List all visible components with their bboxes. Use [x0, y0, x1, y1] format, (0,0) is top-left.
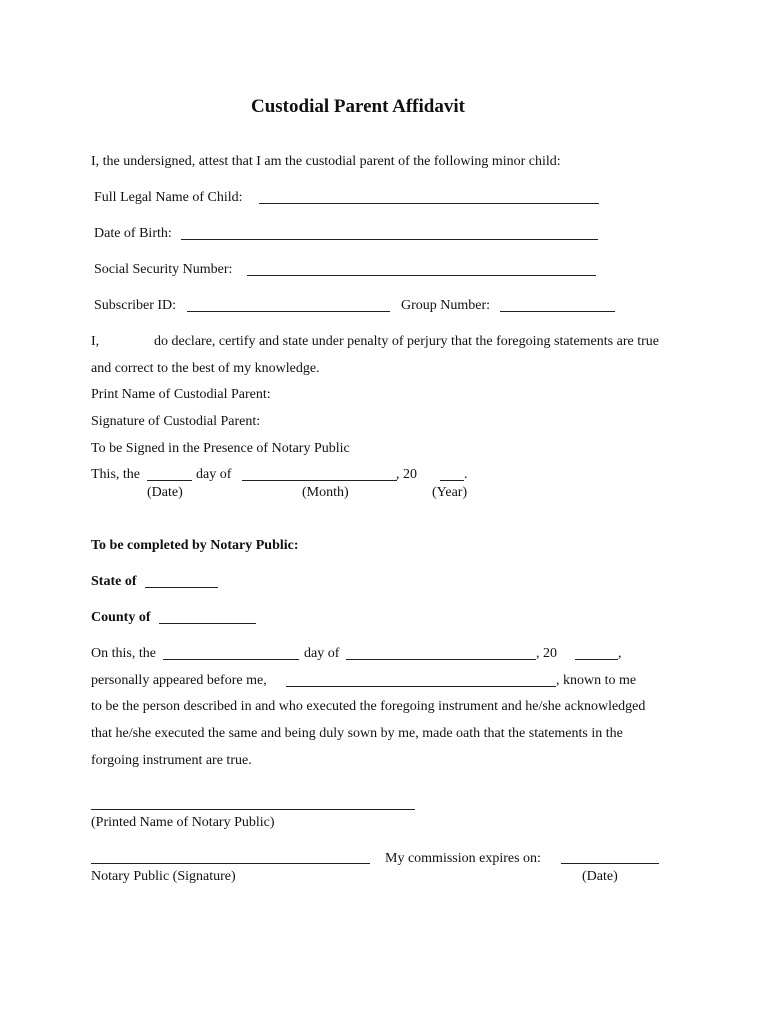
day-line[interactable] — [147, 480, 192, 481]
year-caption: (Year) — [432, 485, 468, 500]
declaration-i: I, — [91, 334, 100, 349]
year-line[interactable] — [440, 480, 464, 481]
subscriber-id-label: Subscriber ID: — [94, 298, 177, 313]
ssn-label: Social Security Number: — [94, 262, 233, 277]
notary-year-comma: , — [618, 646, 622, 661]
group-number-line[interactable] — [500, 311, 615, 312]
notary-printed-name-caption: (Printed Name of Notary Public) — [91, 815, 275, 830]
notary-signature-caption: Notary Public (Signature) — [91, 869, 236, 884]
subscriber-id-line[interactable] — [187, 311, 390, 312]
print-name-label: Print Name of Custodial Parent: — [91, 387, 271, 402]
commission-date-line[interactable] — [561, 863, 659, 864]
notary-printed-name-line[interactable] — [91, 809, 415, 810]
state-of-label: State of — [91, 574, 137, 589]
appeared-text: personally appeared before me, — [91, 673, 267, 688]
date-period: . — [464, 467, 468, 482]
notary-signature-line[interactable] — [91, 863, 370, 864]
month-caption: (Month) — [302, 485, 349, 500]
notary-heading: To be completed by Notary Public: — [91, 538, 299, 553]
notary-day-line[interactable] — [163, 659, 299, 660]
dob-line[interactable] — [181, 239, 598, 240]
state-line[interactable] — [145, 587, 218, 588]
known-text: , known to me — [556, 673, 637, 688]
notary-year-line[interactable] — [575, 659, 618, 660]
notary-paragraph-1: to be the person described in and who executed the foregoing instrument and he/she acknowledged — [91, 699, 646, 714]
dob-label: Date of Birth: — [94, 226, 172, 241]
month-line[interactable] — [242, 480, 397, 481]
signature-label: Signature of Custodial Parent: — [91, 414, 261, 429]
notary-year-prefix: , 20 — [536, 646, 557, 661]
child-name-label: Full Legal Name of Child: — [94, 190, 243, 205]
ssn-line[interactable] — [247, 275, 596, 276]
group-number-label: Group Number: — [401, 298, 491, 313]
county-of-label: County of — [91, 610, 151, 625]
child-name-line[interactable] — [259, 203, 599, 204]
year-prefix: , 20 — [396, 467, 417, 482]
declaration-line-1: do declare, certify and state under penalty of perjury that the foregoing statements are true — [154, 334, 659, 349]
day-of-label: day of — [196, 467, 232, 482]
intro-text: I, the undersigned, attest that I am the custodial parent of the following minor child: — [91, 154, 561, 169]
notary-day-of-label: day of — [304, 646, 340, 661]
declaration-line-2: and correct to the best of my knowledge. — [91, 361, 320, 376]
notary-paragraph-3: forgoing instrument are true. — [91, 753, 252, 768]
document-title: Custodial Parent Affidavit — [251, 96, 465, 117]
notary-presence-text: To be Signed in the Presence of Notary Public — [91, 441, 350, 456]
date-caption: (Date) — [147, 485, 183, 500]
notary-paragraph-2: that he/she executed the same and being duly sown by me, made oath that the statements in the — [91, 726, 623, 741]
commission-label: My commission expires on: — [385, 851, 541, 866]
on-this-the-label: On this, the — [91, 646, 156, 661]
this-the-label: This, the — [91, 467, 140, 482]
commission-date-caption: (Date) — [582, 869, 618, 884]
notary-month-line[interactable] — [346, 659, 536, 660]
county-line[interactable] — [159, 623, 256, 624]
appeared-name-line[interactable] — [286, 686, 556, 687]
